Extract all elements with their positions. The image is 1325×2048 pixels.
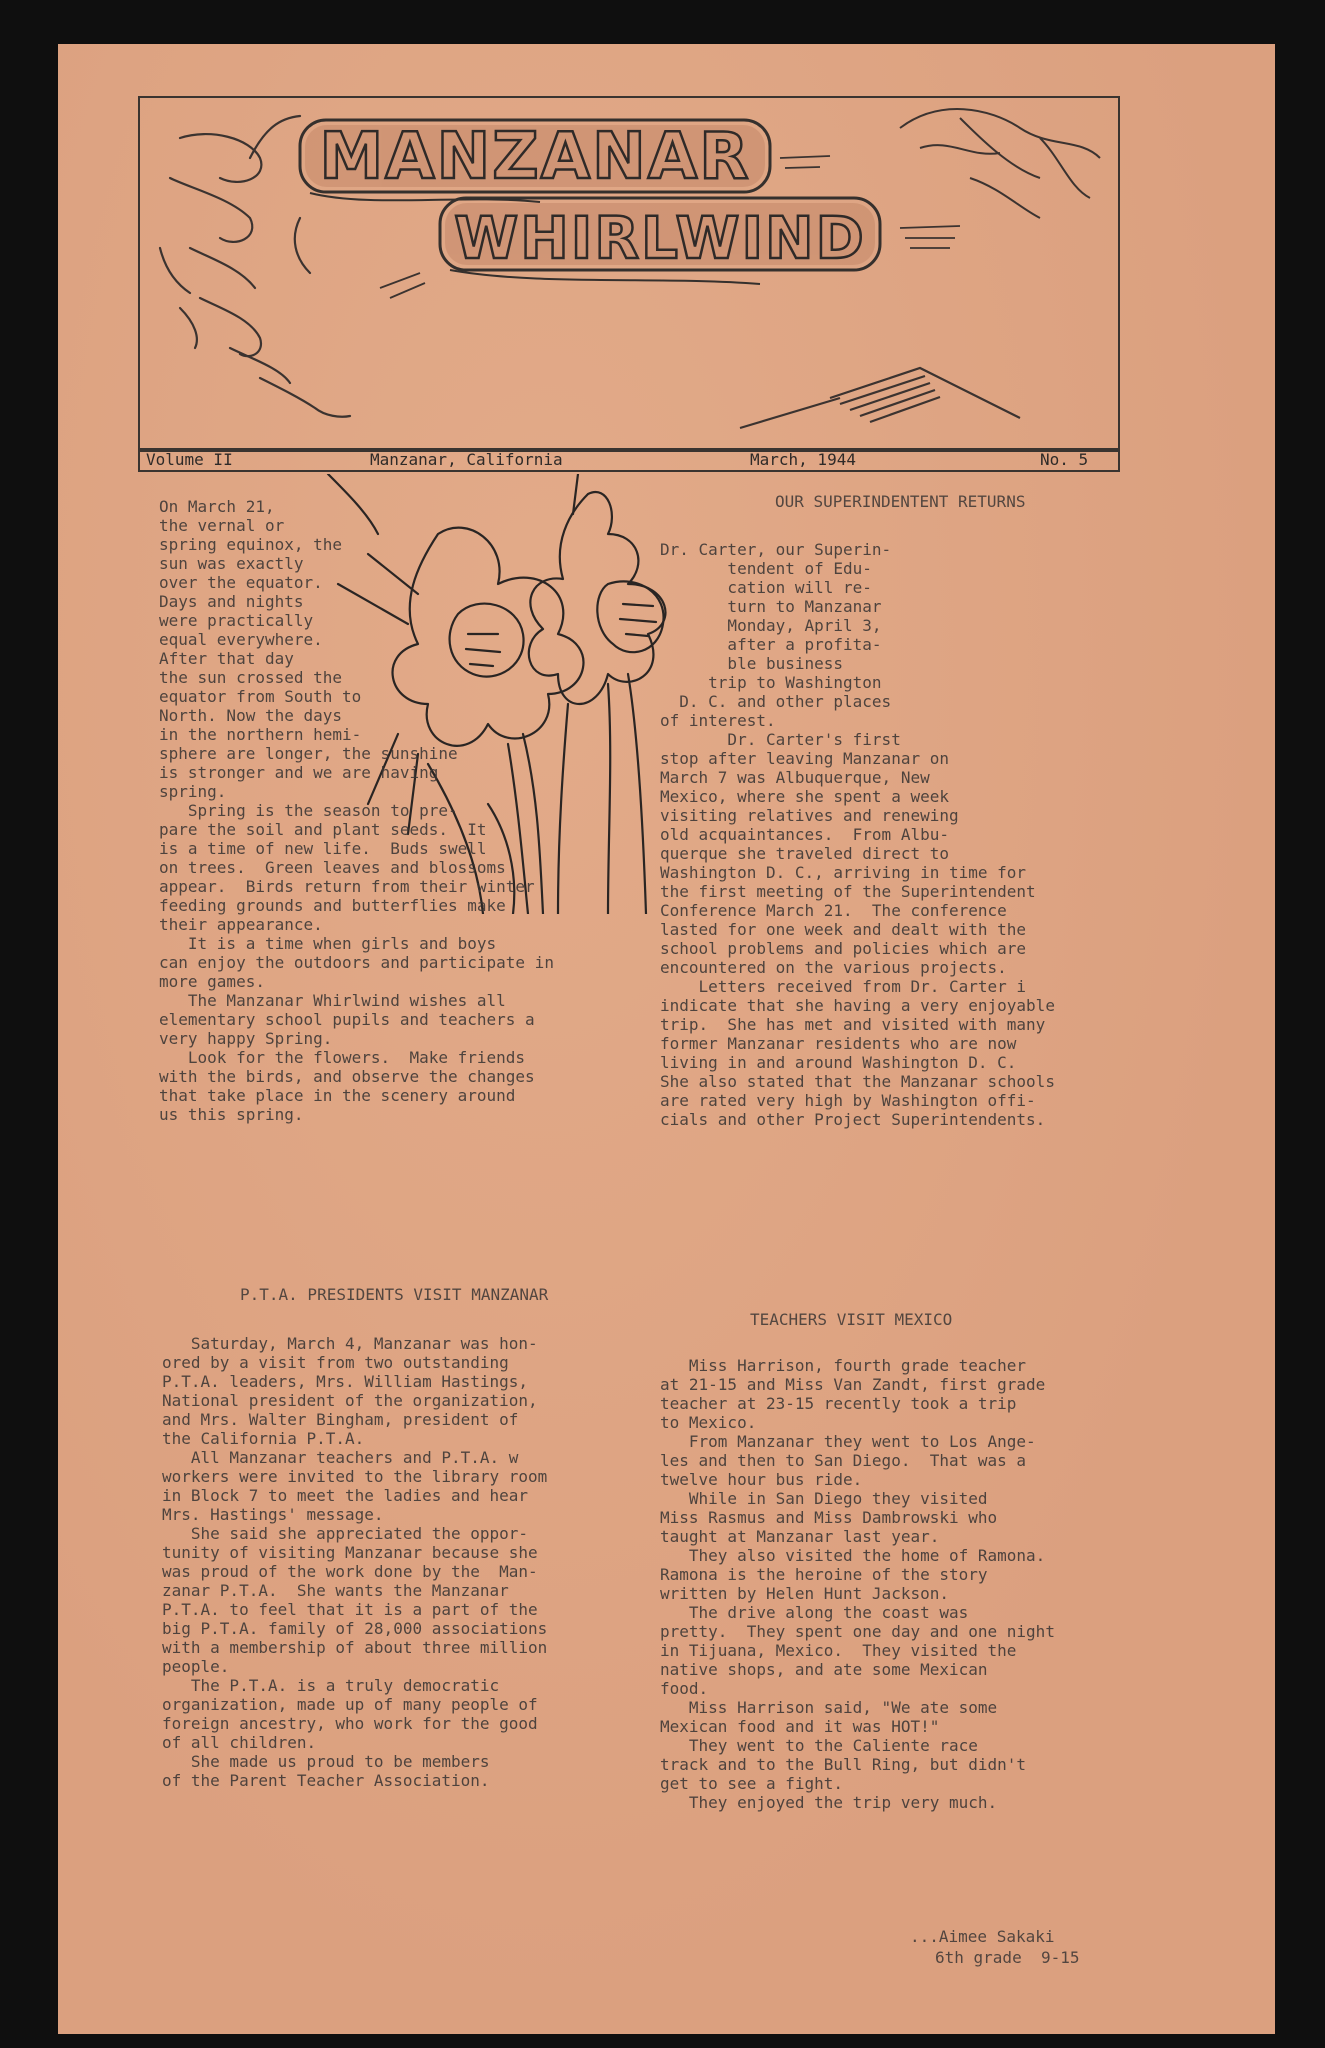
mexico-article-text: Miss Harrison, fourth grade teacher at 21-15 and Miss Van Zandt, first grade teacher at 23-15 recently took a trip to Mexico. From Manzanar they went to Los Ange- les and then to San Diego. That was a twelve hour bus ride. While in San Diego they visited Miss Rasmus and Miss Dambrowski who taught at Manzanar last year. They also visited the home of Ramona. Ramona is the heroine of the story written by Helen Hunt Jackson. The drive along the coast was pretty. They spent one day and one night in Tijuana, Mexico. They visited the native shops, and ate some Mexican food. Miss Harrison said, "We ate some Mexican food and it was HOT!" They went to the Caliente race track and to the Bull Ring, but didn't get to see a fight. They enjoyed the trip very much. <box>660 1356 1055 1812</box>
issue-number-label: No. 5 <box>1040 450 1089 469</box>
place-label: Manzanar, California <box>370 450 563 469</box>
byline: ...Aimee Sakaki <box>910 1927 1055 1946</box>
volume-label: Volume II <box>146 450 233 469</box>
spring-article-text: On March 21, the vernal or spring equinox, the sun was exactly over the equator. Days and nights were practically equal everywhere. After that day the sun crossed the equator from South to North. Now the days in the northern hemi- sphere are longer, the sunshine is stronger and we are having spring. Spring is the season to pre- pare the soil and plant seeds. It is a time of new life. Buds swell on trees. Green leaves and blossoms appear. Birds return from their winter feeding grounds and butterflies make their appearance. It is a time when girls and boys can enjoy the outdoors and participate in more games. The Manzanar Whirlwind wishes all elementary school pupils and teachers a very happy Spring. Look for the flowers. Make friends with the birds, and observe the changes that take place in the scenery around us this spring. <box>159 497 554 1124</box>
title-bottom-text: WHIRLWIND <box>454 204 866 272</box>
superintendent-article-title: OUR SUPERINDENTENT RETURNS <box>775 492 1026 511</box>
superintendent-article-text: Dr. Carter, our Superin- tendent of Edu- cation will re- turn to Manzanar Monday, April 3, after a profita- ble business trip to Washington D. C. and other places of interest. Dr. Carter's first stop after leaving Manzanar on March 7 was Albuquerque, New Mexico, where she spent a week visiting relatives and renewing old acquaintances. From Albu- querque she traveled direct to Washington D. C., arriving in time for the first meeting of the Superintendent Conference March 21. The conference lasted for one week and dealt with the school problems and policies which are encountered on the various projects. Letters received from Dr. Carter i indicate that she having a very enjoyable trip. She has met and visited with many former Manzanar residents who are now living in and around Washington D. C. She also stated that the Manzanar schools are rated very high by Washington offi- cials and other Project Superintendents. <box>660 540 1055 1129</box>
pta-article-title: P.T.A. PRESIDENTS VISIT MANZANAR <box>240 1285 549 1304</box>
mexico-article-title: TEACHERS VISIT MEXICO <box>750 1310 953 1329</box>
title-top-text: MANZANAR <box>319 120 751 194</box>
roof-drawing <box>740 368 1020 428</box>
masthead <box>138 96 1120 452</box>
date-label: March, 1944 <box>750 450 856 469</box>
tree-drawing <box>900 109 1100 218</box>
pta-article-text: Saturday, March 4, Manzanar was hon- ored by a visit from two outstanding P.T.A. leaders, Mrs. William Hastings, National president of the organization, and Mrs. Walter Bingham, president of the California P.T.A. All Manzanar teachers and P.T.A. w workers were invited to the library room in Block 7 to meet the ladies and hear Mrs. Hastings' message. She said she appreciated the oppor- tunity of visiting Manzanar because she was proud of the work done by the Man- zanar P.T.A. She wants the Manzanar P.T.A. to feel that it is a part of the big P.T.A. family of 28,000 associations with a membership of about three million people. The P.T.A. is a truly democratic organization, made up of many people of foreign ancestry, who work for the good of all children. She made us proud to be members of the Parent Teacher Association. <box>162 1334 548 1790</box>
masthead-illustration <box>140 98 1118 450</box>
byline-grade: 6th grade 9-15 <box>935 1948 1080 1967</box>
issue-info-bar <box>138 448 1120 472</box>
